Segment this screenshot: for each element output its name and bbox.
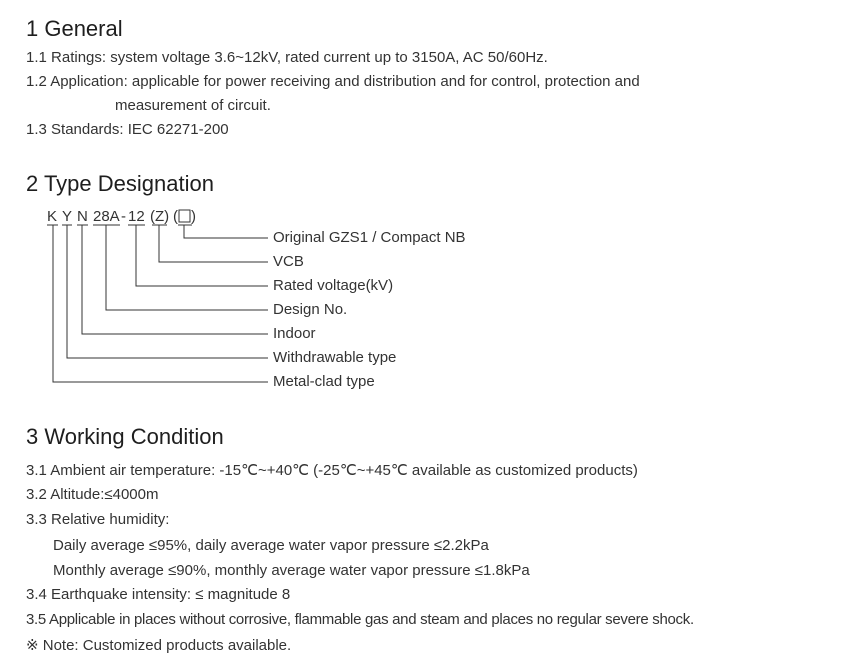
code-dash: - bbox=[121, 208, 126, 225]
label-indoor: Indoor bbox=[273, 325, 316, 342]
item-3-2: 3.2 Altitude:≤4000m bbox=[26, 486, 159, 503]
item-3-3-monthly: Monthly average ≤90%, monthly average water vapor pressure ≤1.8kPa bbox=[53, 562, 530, 579]
item-1-2-continued: measurement of circuit. bbox=[115, 97, 271, 114]
code-letter-k: K bbox=[47, 208, 58, 225]
section-3-heading: 3 Working Condition bbox=[26, 424, 224, 449]
section-2-heading: 2 Type Designation bbox=[26, 171, 214, 196]
code-letter-y: Y bbox=[62, 208, 73, 225]
label-metal-clad: Metal-clad type bbox=[273, 373, 375, 390]
label-design-no: Design No. bbox=[273, 301, 348, 318]
item-3-3-daily: Daily average ≤95%, daily average water vapor pressure ≤2.2kPa bbox=[53, 537, 489, 554]
code-voltage: 12 bbox=[128, 208, 145, 225]
item-3-3: 3.3 Relative humidity: bbox=[26, 511, 170, 528]
code-design-no: 28A bbox=[93, 208, 120, 225]
code-letter-n: N bbox=[77, 208, 88, 225]
item-1-3: 1.3 Standards: IEC 62271-200 bbox=[26, 121, 229, 138]
label-original: Original GZS1 / Compact NB bbox=[273, 229, 466, 246]
item-1-2: 1.2 Application: applicable for power receiving and distribution and for control, protection and bbox=[26, 73, 640, 90]
section-1-heading: 1 General bbox=[26, 16, 123, 41]
label-withdrawable: Withdrawable type bbox=[273, 349, 397, 366]
item-1-1: 1.1 Ratings: system voltage 3.6~12kV, rated current up to 3150A, AC 50/60Hz. bbox=[26, 49, 548, 66]
leader-metal-clad bbox=[53, 225, 268, 382]
leader-vcb bbox=[159, 225, 268, 262]
leader-withdrawable bbox=[67, 225, 268, 358]
code-box bbox=[179, 210, 190, 222]
code-box-open: ( bbox=[173, 208, 178, 225]
code-z: (Z) bbox=[150, 208, 170, 225]
code-box-close: ) bbox=[191, 208, 196, 225]
leader-rated-voltage bbox=[136, 225, 268, 286]
leader-indoor bbox=[82, 225, 268, 334]
label-rated-voltage: Rated voltage(kV) bbox=[273, 277, 394, 294]
leader-design-no bbox=[106, 225, 268, 310]
item-3-4: 3.4 Earthquake intensity: ≤ magnitude 8 bbox=[26, 586, 291, 603]
item-3-5: 3.5 Applicable in places without corrosive, flammable gas and steam and places no regular severe shock. bbox=[26, 611, 694, 628]
leader-original bbox=[184, 225, 268, 238]
item-3-1: 3.1 Ambient air temperature: -15℃~+40℃ (-25℃~+45℃ available as customized products) bbox=[26, 462, 638, 479]
label-vcb: VCB bbox=[273, 253, 304, 270]
note: ※ Note: Customized products available. bbox=[26, 637, 292, 654]
